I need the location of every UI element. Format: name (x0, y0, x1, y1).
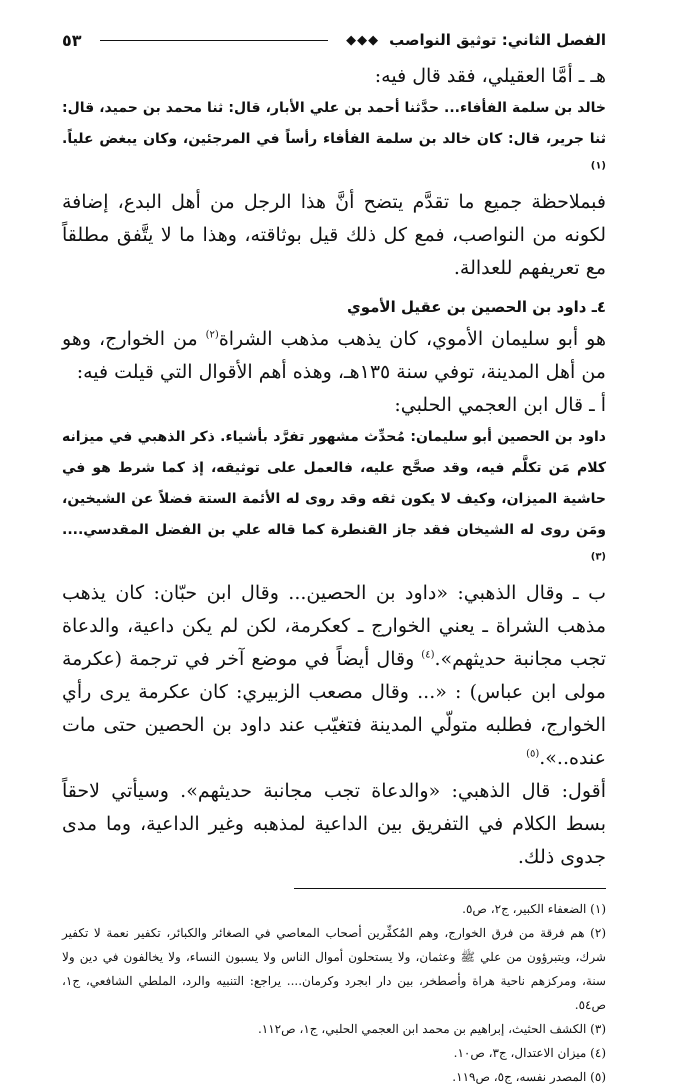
paragraph-text: ب ـ وقال الذهبي: «داود بن الحصين... وقال ابن حبّان: كان يذهب مذهب الشراة ـ يعني الخوارج ـ كعكرمة، لكن لم يكن داعية، والدعاة تجب مجانبة حديثهم». (62, 582, 606, 670)
footnote: (٥) المصدر نفسه، ج٥، ص١١٩. (452, 1070, 606, 1084)
ornament: ◆◆◆ (346, 32, 380, 48)
quote-ibn-ajami (62, 422, 606, 577)
footnote-ref: (٢) (205, 329, 219, 341)
quote-text: داود بن الحصين أبو سليمان: مُحدِّث مشهور تفرَّد بأشياء. ذكر الذهبي في ميزانه كلام مَن تكلَّم فيه، وقد صحَّح عليه، فالعمل على توثيقه، إذ كما شرط هو في حاشية الميزان، وكيف لا يكون ثقه وقد روى له الأئمة الستة فضلاً عن الشيخين، ومَن روى له الشيخان فقد جاز القنطرة كما قاله علي بن الفضل المقدسي.... (62, 429, 606, 538)
paragraph-text: وقال أيضاً في موضع آخر في ترجمة (عكرمة مولى ابن عباس) : «... وقال مصعب الزبيري: كان عكرمة يرى رأي الخوارج، فطلبه متولّي المدينة فتغيّب عند داود بن الحصين حتى مات عنده..». (62, 648, 606, 769)
chapter-title: الفصل الثاني: توثيق النواصب (389, 31, 606, 49)
running-header (62, 28, 606, 52)
paragraph-text: هو أبو سليمان الأموي، كان يذهب مذهب الشراة (218, 328, 607, 350)
page-number: ٥٣ (62, 30, 82, 50)
paragraph-dawud-intro (62, 323, 606, 389)
footnote-ref: (٤) (421, 649, 435, 661)
footnote: (٣) الكشف الحثيث، إبراهيم بن محمد ابن العجمي الحلبي، ج١، ص١١٢. (257, 1022, 606, 1036)
footnote-ref: (٥) (526, 748, 540, 760)
quote-text: خالد بن سلمة الفأفاء... حدَّثنا أحمد بن علي الأبار، قال: ثنا محمد بن حميد، قال: ثنا جرير، قال: كان خالد بن سلمة الفأفاء رأساً في المرجئين، وكان يبغض علياً. (62, 100, 606, 147)
paragraph-author-comment: أقول: قال الذهبي: «والدعاة تجب مجانبة حديثهم». وسيأتي لاحقاً بسط الكلام في التفريق بين الداعية لمذهبه وغير الداعية، وما مدى جدوى ذلك. (62, 780, 606, 868)
header-rule (100, 40, 329, 41)
section-heading: ٤ـ داود بن الحصين بن عقيل الأموي (346, 298, 606, 316)
paragraph-text: من الخوارج، وهو من أهل المدينة، توفي سنة ١٣٥هـ، وهذه أهم الأقوال التي قيلت فيه: (62, 328, 606, 383)
paragraph-dhahabi (62, 577, 606, 775)
footnote-ref: (٣) (590, 551, 606, 563)
paragraph-ibn-ajami: أ ـ قال ابن العجمي الحلبي: (394, 394, 606, 416)
footnotes (62, 897, 606, 1089)
footnote-ref: (١) (590, 160, 606, 172)
paragraph-intro-aqili: هـ ـ أمَّا العقيلي، فقد قال فيه: (374, 65, 606, 87)
quote-aqili (62, 93, 606, 186)
paragraph-conclusion: فبملاحظة جميع ما تقدَّم يتضح أنَّ هذا الرجل من أهل البدع، إضافة لكونه من النواصب، فمع كل ذلك قيل بوثاقته، وهذا ما لا يتَّفق مطلقاً مع تعريفهم للعدالة. (62, 191, 606, 279)
footnote-separator (294, 888, 606, 889)
footnote: (١) الضعفاء الكبير، ج٢، ص٥. (462, 902, 606, 916)
footnote: (٤) ميزان الاعتدال، ج٣، ص١٠. (453, 1046, 606, 1060)
footnote: (٢) هم فرقة من فرق الخوارج، وهم المُكفِّرين أصحاب المعاصي في الصغائر والكبائر، تكفير نعمة لا تكفير شرك، ويتبرؤون من علي ﷺ وعثمان، ولا يستحلون أموال الناس ولا يسبون النساء، ولا يخالفون في دين ولا سنة، ومركزهم ناحية هراة وأصطخر، بين دار ابجرد وكرمان.... يراجع: التنبيه والرد، الملطي الشافعي، ج١، ص٥٤. (62, 926, 606, 1012)
